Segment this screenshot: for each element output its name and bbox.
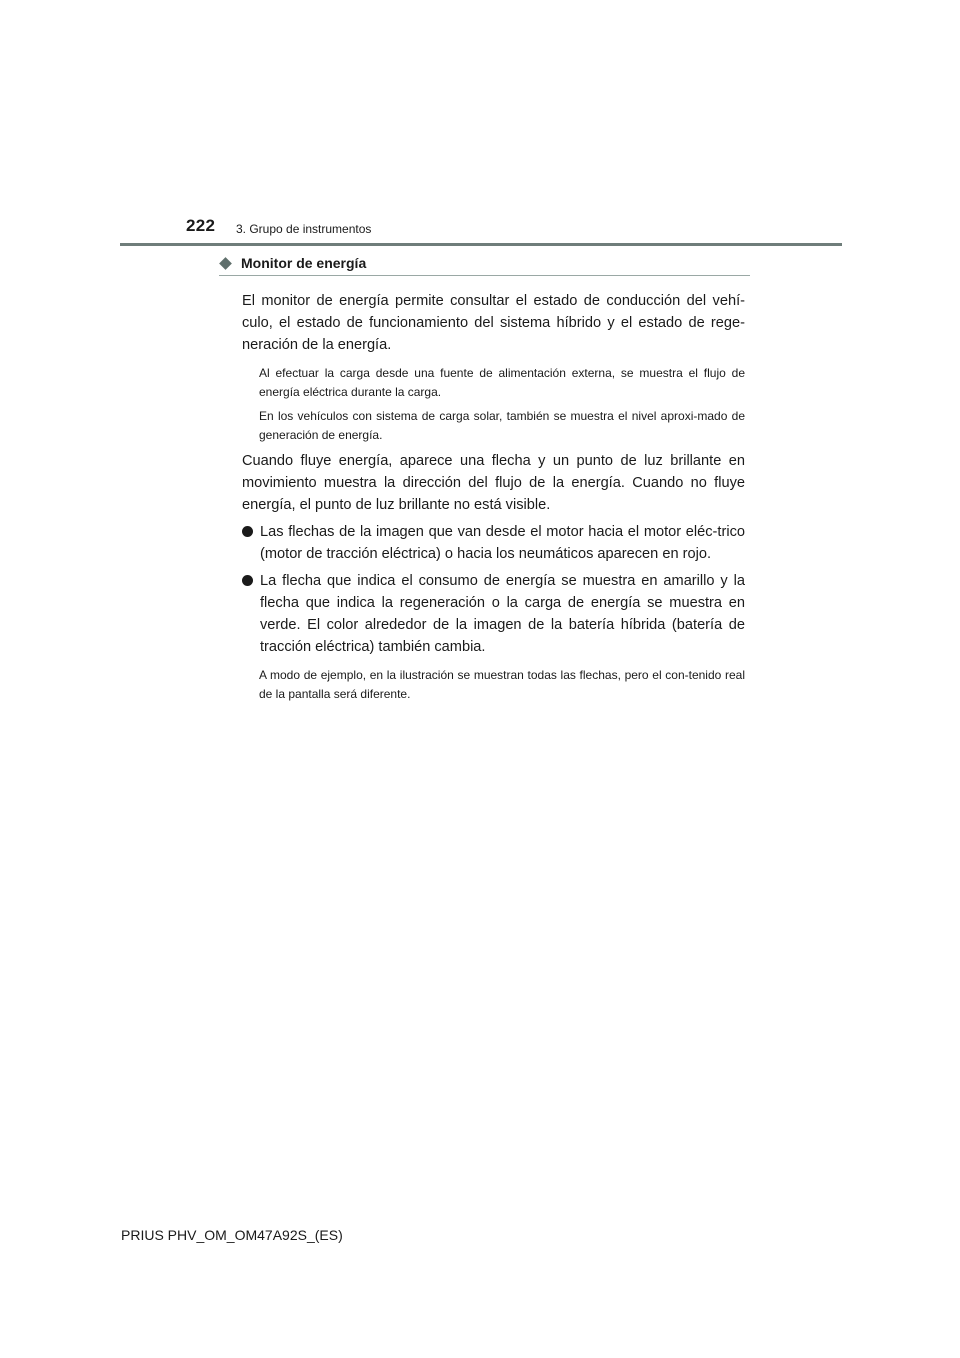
note-external-charging: Al efectuar la carga desde una fuente de alimentación externa, se muestra el flujo de energía eléctrica durante la carga. (259, 366, 745, 399)
bullet-text: Las flechas de la imagen que van desde el motor hacia el motor eléc-trico (motor de tracción eléctrica) o hacia los neumáticos aparecen en rojo. (260, 524, 745, 562)
bullet-icon (242, 575, 253, 586)
section-rule (219, 275, 750, 276)
note-illustration: A modo de ejemplo, en la ilustración se muestran todas las flechas, pero el con-tenido real de la pantalla será diferente. (259, 668, 745, 701)
flow-paragraph: Cuando fluye energía, aparece una flecha y un punto de luz brillante en movimiento muestra la dirección del flujo de la energía. Cuando no fluye energía, el punto de luz brillante no está visible. (242, 453, 745, 513)
diamond-icon (219, 257, 232, 270)
bullet-icon (242, 526, 253, 537)
header-rule (120, 243, 842, 246)
content (242, 290, 745, 704)
list-item (242, 570, 745, 658)
note-solar-charging: En los vehículos con sistema de carga solar, también se muestra el nivel aproxi-mado de generación de energía. (259, 409, 745, 442)
section-heading (219, 255, 366, 271)
section-title: Monitor de energía (241, 255, 367, 271)
list-item (242, 521, 745, 565)
footer-document-code: PRIUS PHV_OM_OM47A92S_(ES) (121, 1227, 343, 1243)
intro-paragraph: El monitor de energía permite consultar el estado de conducción del vehí-culo, el estado de funcionamiento del sistema híbrido y el estado de rege-neración de la energía. (242, 293, 745, 353)
page-number: 222 (186, 216, 216, 235)
bullet-text: La flecha que indica el consumo de energía se muestra en amarillo y la flecha que indica la regeneración o la carga de energía se muestra en verde. El color alrededor de la imagen de la batería híbrida (batería de tracción eléctrica) también cambia. (260, 573, 745, 655)
chapter-title: 3. Grupo de instrumentos (236, 222, 372, 236)
